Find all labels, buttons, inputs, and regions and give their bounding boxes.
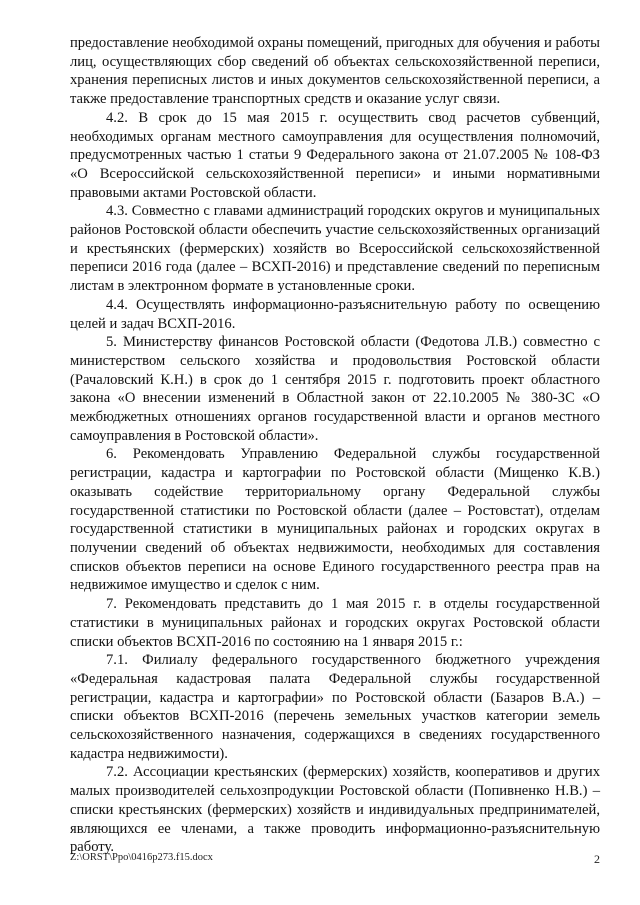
paragraph-6: 6. Рекомендовать Управлению Федеральной службы государственной регистрации, кадастра и картографии по Ростовской области (Мищенко К.В.) оказывать содействие территориальному органу Федеральной службы государственной статистики по Ростовской области (далее – Ростовстат), отделам государственной статистики в муниципальных районах и городских округах в получении сведений об объектах недвижимости, необходимых для составления списков объектов переписи на основе Единого государственного реестра прав на недвижимое имущество и сделок с ним.	[70, 446, 600, 594]
file-path: Z:\ORST\Ppo\0416p273.f15.docx	[70, 852, 213, 863]
paragraph-5: 5. Министерству финансов Ростовской области (Федотова Л.В.) совместно с министерством сельского хозяйства и продовольствия Ростовской области (Рачаловский К.Н.) в срок до 1 сентября 2015 г. подготовить проект областного закона «О внесении изменений в Областной закон от 22.10.2005 № 380-ЗС «О межбюджетных отношениях органов государственной власти и органов местного самоуправления в Ростовской области».	[70, 334, 600, 444]
paragraph-4-2: 4.2. В срок до 15 мая 2015 г. осуществить свод расчетов субвенций, необходимых органам местного самоуправления для осуществления полномочий, предусмотренных частью 1 статьи 9 Федерального закона от 21.07.2005 № 108-ФЗ «О Всероссийской сельскохозяйственной переписи» и иными нормативными правовыми актами Ростовской области.	[70, 109, 600, 201]
paragraph-7: 7. Рекомендовать представить до 1 мая 2015 г. в отделы государственной статистики в муниципальных районах и городских округах Ростовской области списки объектов ВСХП-2016 по состоянию на 1 января 2015 г.:	[70, 596, 600, 650]
paragraph-continuation: предоставление необходимой охраны помещений, пригодных для обучения и работы лиц, осуществляющих сбор сведений об объектах сельскохозяйственной переписи, хранения переписных листов и иных документов сельскохозяйственной переписи, а также предоставление транспортных средств и оказание услуг связи.	[70, 35, 600, 108]
paragraph-7-2: 7.2. Ассоциации крестьянских (фермерских) хозяйств, кооперативов и других малых производителей сельхозпродукции Ростовской области (Попивненко Н.В.) – списки крестьянских (фермерских) хозяйств и индивидуальных предпринимателей, являющихся ее членами, а также проводить информационно-разъяснительную работу.	[70, 764, 600, 856]
paragraph-4-3: 4.3. Совместно с главами администраций городских округов и муниципальных районов Ростовской области обеспечить участие сельскохозяйственных организаций и крестьянских (фермерских) хозяйств во Всероссийской сельскохозяйственной переписи 2016 года (далее – ВСХП-2016) и представление сведений по переписным листам в электронном формате в установленные сроки.	[70, 203, 600, 295]
paragraph-4-4: 4.4. Осуществлять информационно-разъяснительную работу по освещению целей и задач ВСХП-2016.	[70, 296, 600, 332]
page-footer	[70, 852, 600, 868]
document-body	[70, 34, 600, 857]
page-number: 2	[594, 852, 600, 866]
paragraph-7-1: 7.1. Филиалу федерального государственного бюджетного учреждения «Федеральная кадастровая палата Федеральной службы государственной регистрации, кадастра и картографии» по Ростовской области (Базаров В.А.) – списки объектов ВСХП-2016 (перечень земельных участков категории земель сельскохозяйственного назначения, содержащихся в сведениях государственного кадастра недвижимости).	[70, 652, 600, 762]
